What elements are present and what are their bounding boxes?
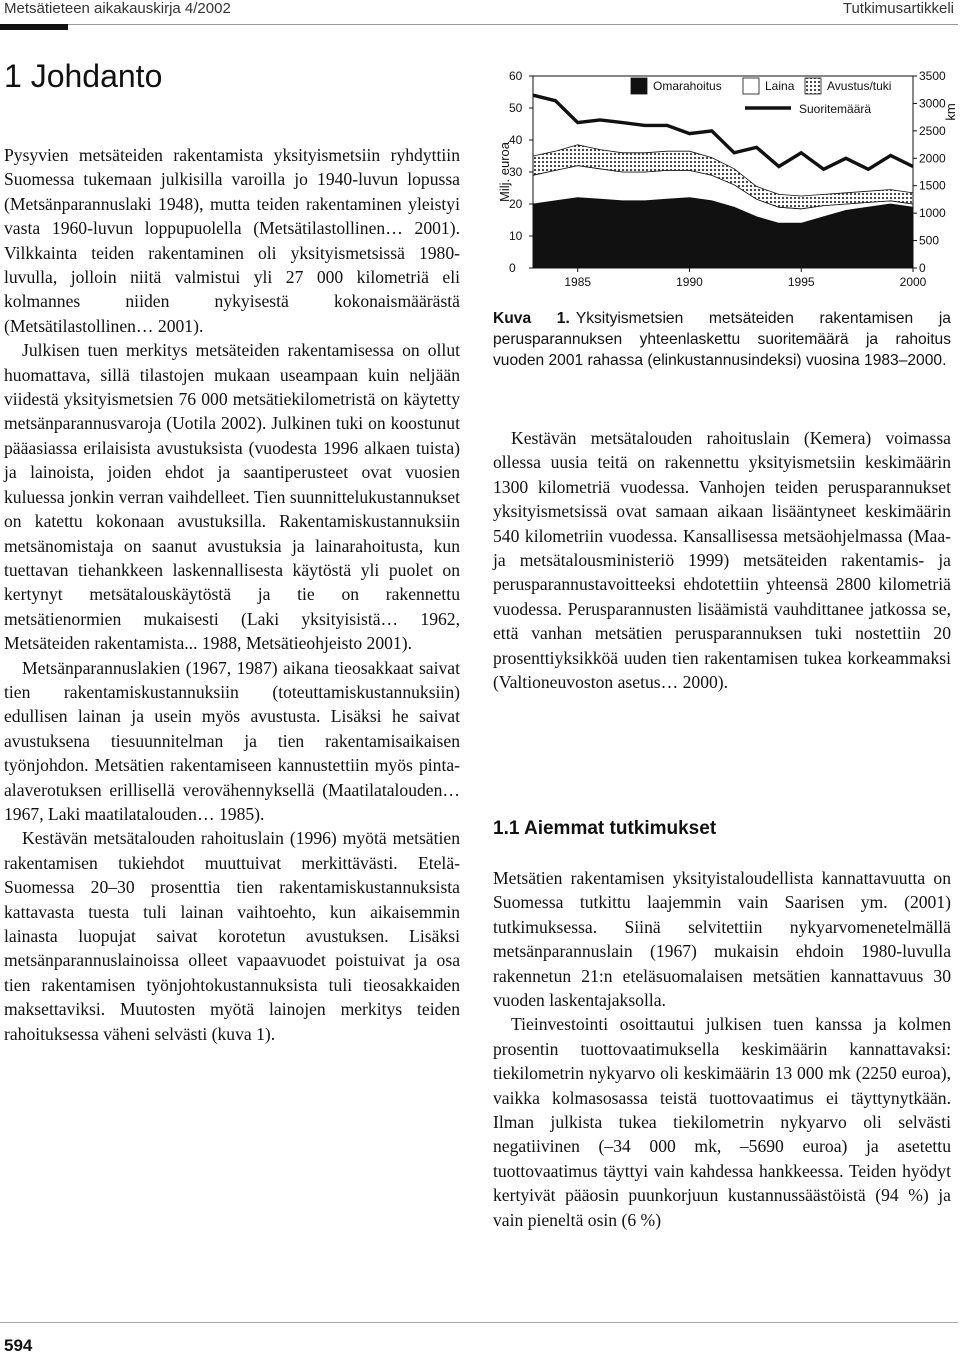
- tick-label-left: 10: [509, 229, 523, 243]
- paragraph: Kestävän metsätalouden rahoituslain (Kemera) voimassa ollessa uusia teitä on rakennettu yksityismetsiin keskimäärin 1300 kilometriä vuodessa. Vanhojen teiden perusparannukset yksityismetsissä ovat samaan aikaan lisääntyneet keskimäärin 540 kilometriin vuodessa. Kansallisessa metsäohjelmassa (Maa- ja metsätalousministeriö 1999) metsäteiden rakentamis- ja perusparannustavoitteeksi ehdotettiin yhteensä 2800 kilometriä vuodessa. Perusparannusten lisäämistä vauhdittanee jatkossa se, että vanhan metsätien perusparannuksen tuki nostettiin 20 prosenttiyksikköä uuden tien rakentamisen tukea korkeammaksi (Valtioneuvoston asetus… 2000).: [493, 428, 951, 693]
- legend-label-suoritem-r-: Suoritemäärä: [799, 102, 872, 116]
- tick-label-right: 1500: [919, 178, 946, 193]
- figure-chart: [493, 60, 958, 305]
- tick-label-x: 1990: [676, 275, 703, 289]
- figure-caption: [493, 308, 951, 371]
- paragraph: Metsätien rakentamisen yksityistaloudellista kannattavuutta on Suomessa tutkittu laajemmin vain Saarisen ym. (2001) tutkimuksessa. Siinä selvitettiin nykyarvomenetelmällä metsänparannuslain (1967) mukaisin ehdoin 1980-luvulla rakennetun 21:n eteläsuomalaisen metsätien kannattavuus 30 vuoden laskentajaksolla.: [493, 868, 951, 1011]
- y-axis-label-left: Milj. euroa: [497, 142, 512, 202]
- paragraph: Kestävän metsätalouden rahoituslain (1996) myötä metsätien rakentamisen tukiehdot muuttuivat merkittävästi. Etelä-Suomessa 20–30 prosenttia tien rakentamiskustannuksista kattavasta tuesta tuli lainan vaihtoehto, kun aikaisemmin lainasta luopujat saivat korotetun avustuksen. Lisäksi metsänparannuslainoissa olleet vapaavuodet poistuivat ja osa tien rakentamisen työnjohtokustannuksista tuli tieosakkaiden maksettaviksi. Muutosten myötä lainojen merkitys teiden rahoituksessa väheni selvästi (kuva 1).: [4, 828, 460, 1044]
- tick-label-x: 2000: [899, 275, 927, 289]
- right-column-top: [493, 426, 951, 694]
- section-title: 1 Johdanto: [4, 58, 163, 94]
- article-type: Tutkimusartikkeli: [842, 0, 954, 17]
- header-rule: [0, 24, 958, 25]
- y-axis-label-right: km: [943, 103, 958, 121]
- tick-label-left: 20: [509, 197, 523, 211]
- caption-label: Kuva 1.: [493, 310, 570, 327]
- page-number: 594: [4, 1336, 33, 1355]
- tick-label-left: 30: [509, 165, 523, 179]
- footer-rule: [0, 1322, 958, 1323]
- paragraph: Metsänparannuslakien (1967, 1987) aikana tieosakkaat saivat tien rakentamiskustannuksiin (toteuttamiskustannuksiin) edullisen lainan ja usein myös avustusta. Lisäksi he saivat avustuksena tiesuunnitelman ja tien rakentamisaikaisen työnjohdon. Metsätien rakentamiseen kannustettiin myös pinta-alaverotuksen erillisellä verovähennyksellä (Maatilatalouden… 1967, Laki maatilatalouden… 1985).: [4, 657, 460, 824]
- tick-label-right: 3500: [919, 69, 946, 83]
- journal-name: Metsätieteen aikakauskirja 4/2002: [4, 0, 231, 17]
- tick-label-x: 1995: [787, 275, 815, 289]
- paragraph: Tieinvestointi osoittautui julkisen tuen kanssa ja kolmen prosentin tuottovaatimuksella keskimäärin kannattavaksi: tiekilometrin nykyarvo oli keskimäärin 13 000 mk (2250 euroa), vaikka kolmasosassa teistä tuottovaatimus ei täyttynytkään. Ilman julkista tukea tiekilometrin nykyarvo oli selvästi negatiivinen (–34 000 mk, –5690 euroa) ja asetettu tuottovaatimus täyttyi vain kahdessa hankkeessa. Teiden hyödyt kertyivät pääosin puunkorjuun kustannussäästöistä (94 %) ja vain pieneltä osin (6 %): [493, 1014, 951, 1230]
- tick-label-left: 40: [509, 133, 523, 147]
- left-column: [4, 143, 460, 1046]
- caption-text: Yksityismetsien metsäteiden rakentamisen ja perusparannuksen yhteenlaskettu suoritemäärä ja rahoitus vuoden 2001 rahassa (elinkustannusindeksi) vuosina 1983–2000.: [493, 310, 951, 369]
- tick-label-right: 2000: [919, 151, 946, 166]
- tick-label-right: 3000: [919, 96, 946, 111]
- legend-label-avustus-tuki: Avustus/tuki: [827, 79, 892, 93]
- tick-label-x: 1985: [564, 275, 592, 289]
- legend-label-omarahoitus: Omarahoitus: [653, 79, 722, 93]
- tick-label-left: 0: [509, 261, 516, 275]
- tick-label-right: 2500: [919, 123, 946, 138]
- legend-label-laina: Laina: [765, 79, 795, 93]
- legend-swatch-omarahoitus: [631, 78, 647, 94]
- subsection-heading: 1.1 Aiemmat tutkimukset: [493, 818, 717, 839]
- tick-label-left: 60: [509, 69, 523, 83]
- tick-label-right: 0: [919, 261, 926, 275]
- legend-swatch-laina: [743, 78, 759, 94]
- running-header: [0, 0, 960, 22]
- tick-label-left: 50: [509, 101, 523, 115]
- tick-label-right: 500: [919, 233, 940, 248]
- right-column-bottom: [493, 866, 951, 1232]
- chart-svg: [493, 60, 958, 300]
- paragraph: Pysyvien metsäteiden rakentamista yksityismetsiin ryhdyttiin Suomessa tukemaan julkisilla varoilla jo 1940-luvun lopussa (Metsänparannuslaki 1948), mutta teiden rakentaminen yleistyi vasta 1960-luvun loppupuolella (Metsätilastollinen… 2001). Vilkkainta teiden rakentaminen oli yksityismetsissä 1980-luvulla, jolloin niitä valmistui yli 27 000 kilometriä eli kolmannes niiden nykyisestä kokonaismäärästä (Metsätilastollinen… 2001).: [4, 145, 460, 336]
- tick-label-right: 1000: [919, 206, 946, 221]
- legend-swatch-avustus-tuki: [805, 78, 821, 94]
- header-accent-bar: [0, 24, 68, 30]
- paragraph: Julkisen tuen merkitys metsäteiden rakentamisessa on ollut huomattava, sillä tilastojen mukaan useampaan kuin neljään viidestä yksityismetsien 76 000 metsätiekilometristä on käytetty metsänparannusvaroja (Uotila 2002). Julkinen tuki on koostunut pääasiassa erilaisista avustuksista (vuodesta 1996 alkaen tuista) ja lainoista, joiden ehdot ja saantiperusteet ovat vuosien kuluessa jonkin verran vaihdelleet. Tien suunnittelukustannukset on katettu kokonaan avustuksilla. Rakentamiskustannuksiin metsänomistaja on saanut avustuksia ja lainarahoitusta, kun tuettavan tiehankkeen laskennallisesta käytöstä yli puolet on kertynyt metsätalouskäytöstä ja tie on rakennettu metsätienormien mukaisesti (Laki yksityisistä… 1962, Metsäteiden rakentamista... 1988, Metsätieohjeisto 2001).: [4, 340, 460, 654]
